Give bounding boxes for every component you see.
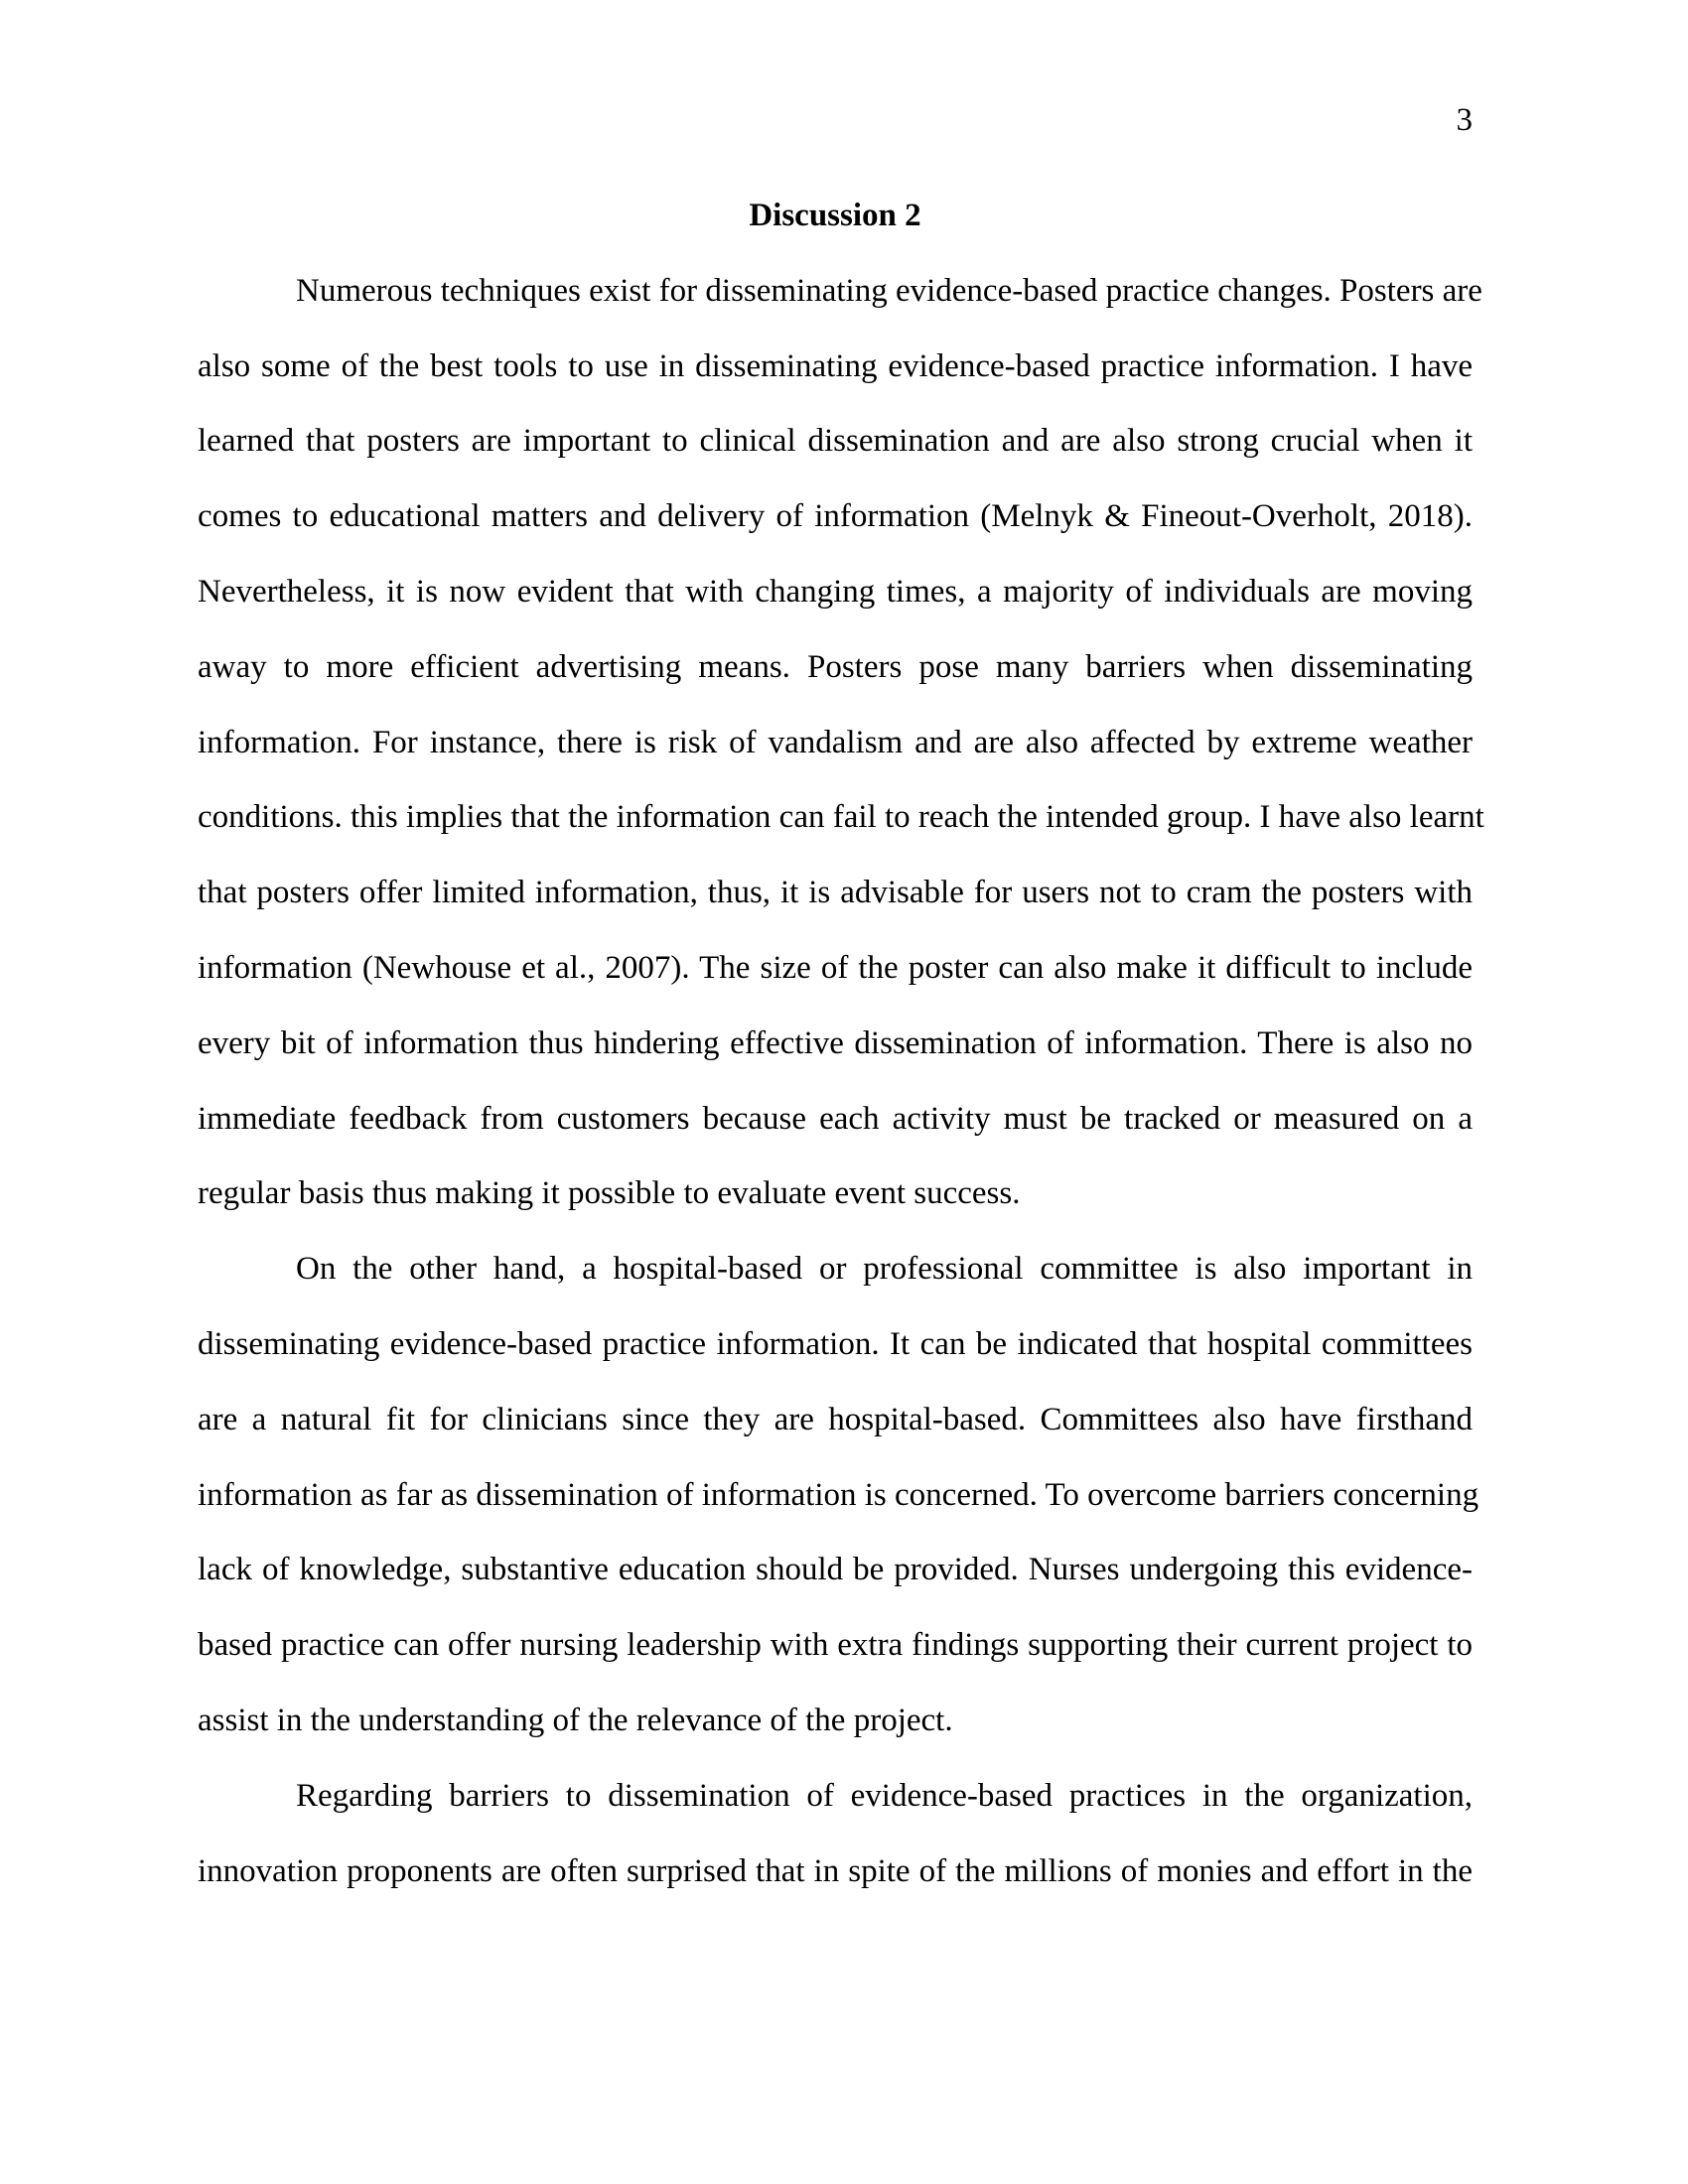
page-number: 3 [1456,102,1473,138]
text-line: that posters offer limited information, thus, it is advisable for users not to cram the posters with [198,875,1473,911]
text-line: Nevertheless, it is now evident that with changing times, a majority of individuals are moving [198,573,1473,610]
text-line: learned that posters are important to clinical dissemination and are also strong crucial when it [198,423,1473,460]
text-line: assist in the understanding of the relevance of the project. [198,1702,953,1738]
text-line: lack of knowledge, substantive education should be provided. Nurses undergoing this evidence- [198,1552,1473,1588]
document-body [198,179,1484,1909]
text-line: disseminating evidence-based practice information. It can be indicated that hospital committees [198,1325,1473,1362]
text-line: immediate feedback from customers because each activity must be tracked or measured on a [198,1100,1473,1137]
text-line: innovation proponents are often surprised that in spite of the millions of monies and effort in the [198,1852,1473,1889]
text-line: every bit of information thus hindering effective dissemination of information. There is also no [198,1024,1473,1061]
paragraph [198,254,1484,1232]
paragraph [198,1232,1479,1759]
text-line: also some of the best tools to use in disseminating evidence-based practice information. I have [198,347,1473,384]
text-line: comes to educational matters and delivery of information (Melnyk & Fineout-Overholt, 2018). [198,498,1473,535]
text-line: Regarding barriers to dissemination of evidence-based practices in the organization, [296,1777,1473,1814]
paragraph [198,1759,1473,1910]
text-line: conditions. this implies that the information can fail to reach the intended group. I have also learnt [198,799,1484,836]
text-line: information as far as dissemination of information is concerned. To overcome barriers concerning [198,1476,1479,1513]
text-line: away to more efficient advertising means. Posters pose many barriers when disseminating [198,648,1473,685]
text-line: information. For instance, there is risk of vandalism and are also affected by extreme weather [198,724,1473,760]
text-line: Numerous techniques exist for disseminating evidence-based practice changes. Posters are [296,272,1482,309]
text-line: are a natural fit for clinicians since they are hospital-based. Committees also have firsthand [198,1401,1473,1437]
section-title: Discussion 2 [749,198,921,233]
text-line: On the other hand, a hospital-based or professional committee is also important in [296,1251,1473,1288]
text-line: information (Newhouse et al., 2007). The size of the poster can also make it difficult to include [198,949,1473,986]
text-line: regular basis thus making it possible to evaluate event success. [198,1175,1021,1212]
text-line: based practice can offer nursing leadership with extra findings supporting their current project to [198,1627,1473,1664]
